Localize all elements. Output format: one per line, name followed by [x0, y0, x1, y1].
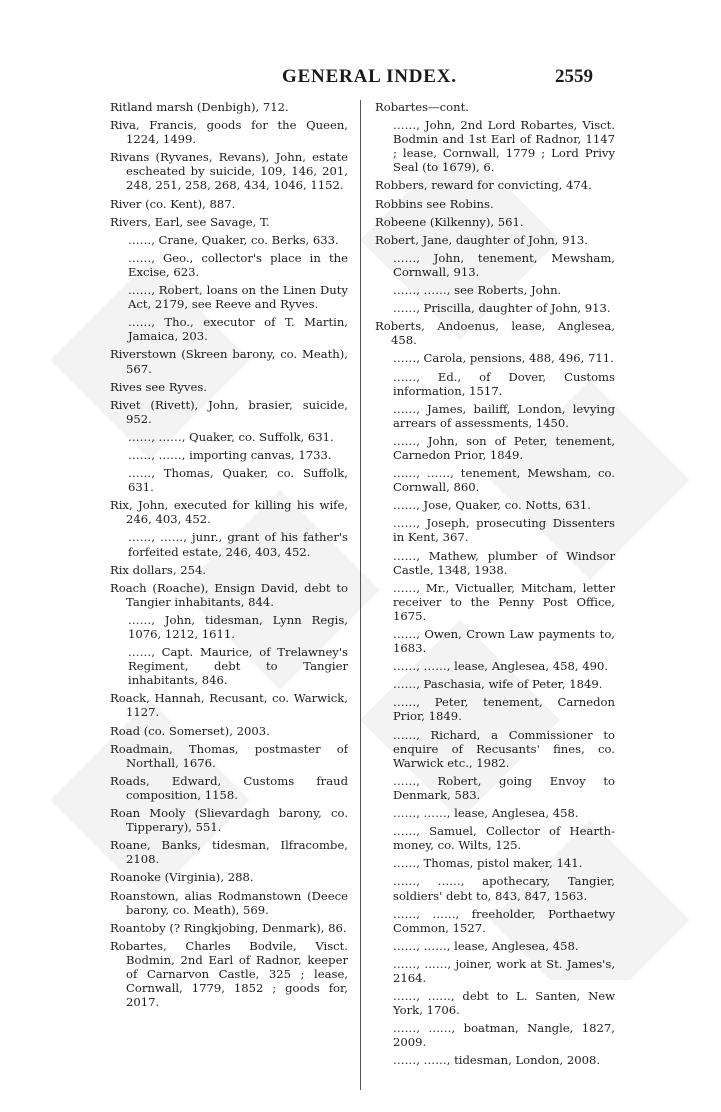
index-entry: Robeene (Kilkenny), 561.	[375, 214, 524, 229]
page-title: GENERAL INDEX.	[282, 66, 457, 87]
index-entry: Rivet (Rivett), John, brasier, suicide, 952.	[110, 397, 348, 426]
index-entry: Robbins see Robins.	[375, 196, 494, 211]
index-subentry: ……, ……, debt to L. Santen, New York, 1706.	[393, 989, 615, 1018]
index-subentry: ……, John, son of Peter, tenement, Carnedon Prior, 1849.	[393, 433, 615, 462]
index-subentry: ……, ……, lease, Anglesea, 458.	[393, 806, 579, 821]
index-subentry: ……, Peter, tenement, Carnedon Prior, 1849.	[393, 695, 615, 724]
index-subentry: ……, Mr., Victualler, Mitcham, letter receiver to the Penny Post Office, 1675.	[393, 580, 615, 623]
index-entry: Rives see Ryves.	[110, 379, 207, 394]
index-subentry: ……, Jose, Quaker, co. Notts, 631.	[393, 498, 591, 513]
index-subentry: ……, Thomas, pistol maker, 141.	[393, 856, 583, 871]
index-subentry: ……, Richard, a Commissioner to enquire of Recusants' fines, co. Warwick etc., 1982.	[393, 727, 615, 770]
index-subentry: ……, Robert, loans on the Linen Duty Act, 2179, see Reeve and Ryves.	[128, 283, 348, 312]
index-subentry: ……, Carola, pensions, 488, 496, 711.	[393, 351, 614, 366]
index-entry: Roach (Roache), Ensign David, debt to Tangier inhabitants, 844.	[110, 580, 348, 609]
index-subentry: ……, Robert, going Envoy to Denmark, 583.	[393, 773, 615, 802]
index-subentry: ……, Thomas, Quaker, co. Suffolk, 631.	[128, 466, 348, 495]
index-subentry: ……, Crane, Quaker, co. Berks, 633.	[128, 232, 339, 247]
index-subentry: ……, Geo., collector's place in the Excise, 623.	[128, 250, 348, 279]
index-entry: Road (co. Somerset), 2003.	[110, 723, 270, 738]
index-entry: Robbers, reward for convicting, 474.	[375, 178, 592, 193]
index-subentry: ……, John, tidesman, Lynn Regis, 1076, 1212, 1611.	[128, 612, 348, 641]
index-subentry: ……, ……, lease, Anglesea, 458.	[393, 938, 579, 953]
index-entry: Riva, Francis, goods for the Queen, 1224, 1499.	[110, 118, 348, 147]
index-subentry: ……, Tho., executor of T. Martin, Jamaica, 203.	[128, 315, 348, 344]
index-subentry: ……, John, tenement, Mewsham, Cornwall, 913.	[393, 250, 615, 279]
page-number: 2559	[555, 66, 593, 87]
page-header	[0, 66, 721, 94]
index-subentry: ……, Ed., of Dover, Customs information, 1517.	[393, 369, 615, 398]
index-subentry: ……, ……, see Roberts, John.	[393, 283, 562, 298]
index-entry: Robartes, Charles Bodvile, Visct. Bodmin, 2nd Earl of Radnor, keeper of Carnarvon Castle, 325 ; lease, Cornwall, 1779, 1852 ; goods for, 2017.	[110, 938, 348, 1010]
index-subentry: ……, ……, boatman, Nangle, 1827, 2009.	[393, 1021, 615, 1050]
index-entry: Rix, John, executed for killing his wife, 246, 403, 452.	[110, 498, 348, 527]
index-entry: Roack, Hannah, Recusant, co. Warwick, 1127.	[110, 691, 348, 720]
index-entry: River (co. Kent), 887.	[110, 196, 236, 211]
index-subentry: ……, Capt. Maurice, of Trelawney's Regiment, debt to Tangier inhabitants, 846.	[128, 645, 348, 688]
index-entry: Roanstown, alias Rodmanstown (Deece barony, co. Meath), 569.	[110, 888, 348, 917]
index-entry: Rix dollars, 254.	[110, 562, 207, 577]
index-subentry: ……, Priscilla, daughter of John, 913.	[393, 301, 611, 316]
right-index-column	[375, 100, 615, 1085]
column-divider	[360, 100, 361, 1090]
index-subentry: ……, Paschasia, wife of Peter, 1849.	[393, 677, 603, 692]
index-subentry: ……, ……, tenement, Mewsham, co. Cornwall, 860.	[393, 466, 615, 495]
index-subentry: ……, ……, apothecary, Tangier, soldiers' debt to, 843, 847, 1563.	[393, 874, 615, 903]
index-subentry: ……, ……, Quaker, co. Suffolk, 631.	[128, 429, 334, 444]
index-entry: Rivans (Ryvanes, Revans), John, estate escheated by suicide, 109, 146, 201, 248, 251, 258, 268, 434, 1046, 1152.	[110, 150, 348, 193]
left-index-column	[110, 100, 348, 1085]
index-entry: Roads, Edward, Customs fraud composition, 1158.	[110, 773, 348, 802]
index-subentry: ……, ……, importing canvas, 1733.	[128, 447, 332, 462]
index-entry: Roadmain, Thomas, postmaster of Northall, 1676.	[110, 741, 348, 770]
index-subentry: ……, ……, joiner, work at St. James's, 2164.	[393, 956, 615, 985]
index-entry: Roantoby (? Ringkjobing, Denmark), 86.	[110, 920, 347, 935]
index-entry: Roberts, Andoenus, lease, Anglesea, 458.	[375, 319, 615, 348]
index-subentry: ……, Samuel, Collector of Hearth-money, co. Wilts, 125.	[393, 824, 615, 853]
index-entry: Robert, Jane, daughter of John, 913.	[375, 232, 588, 247]
index-subentry: ……, Joseph, prosecuting Dissenters in Kent, 367.	[393, 516, 615, 545]
index-subentry: ……, ……, tidesman, London, 2008.	[393, 1053, 601, 1068]
index-entry: Rivers, Earl, see Savage, T.	[110, 214, 270, 229]
index-entry: Roane, Banks, tidesman, Ilfracombe, 2108.	[110, 838, 348, 867]
index-subentry: ……, John, 2nd Lord Robartes, Visct. Bodmin and 1st Earl of Radnor, 1147 ; lease, Cornwall, 1779 ; Lord Privy Seal (to 1679), 6.	[393, 118, 615, 175]
index-subentry: ……, ……, freeholder, Porthaetwy Common, 1527.	[393, 906, 615, 935]
index-subentry: ……, James, bailiff, London, levying arrears of assessments, 1450.	[393, 401, 615, 430]
index-entry: Roanoke (Virginia), 288.	[110, 870, 254, 885]
index-subentry: ……, ……, lease, Anglesea, 458, 490.	[393, 659, 609, 674]
index-subentry: ……, ……, junr., grant of his father's forfeited estate, 246, 403, 452.	[128, 530, 348, 559]
index-entry: Roan Mooly (Slievardagh barony, co. Tipperary), 551.	[110, 806, 348, 835]
index-entry: Riverstown (Skreen barony, co. Meath), 567.	[110, 347, 348, 376]
index-entry: Ritland marsh (Denbigh), 712.	[110, 100, 289, 114]
index-subentry: ……, Mathew, plumber of Windsor Castle, 1348, 1938.	[393, 548, 615, 577]
index-entry: Robartes—cont.	[375, 100, 469, 114]
index-subentry: ……, Owen, Crown Law payments to, 1683.	[393, 627, 615, 656]
